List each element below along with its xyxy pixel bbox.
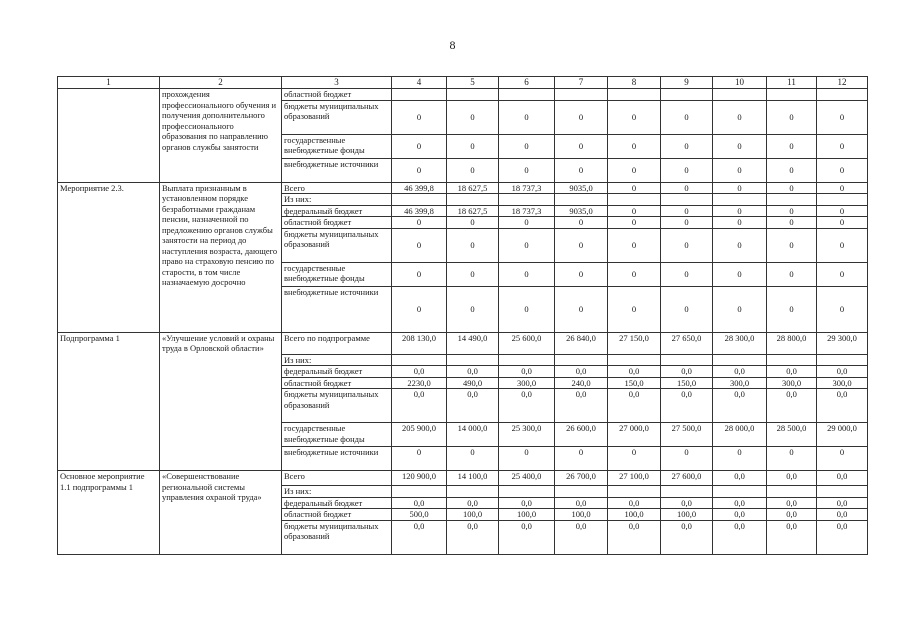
value-cell-col11: 28 500,0 [767,423,817,447]
value-cell-col10 [713,354,767,366]
program-description-cell: прохождения профессионального обучения и получения дополнительного профессионального образования по направлению органов службы занятости [160,89,282,183]
value-cell-col6: 25 600,0 [499,332,555,354]
value-cell-col11 [767,89,817,101]
value-cell-col12: 0 [817,134,868,158]
value-cell-col11 [767,194,817,206]
value-cell-col12: 0,0 [817,509,868,521]
value-cell-col12 [817,194,868,206]
value-cell-col9: 0 [661,286,713,332]
value-cell-col6: 300,0 [499,377,555,389]
value-cell-col10: 0,0 [713,520,767,554]
value-cell-col5: 0 [447,228,499,262]
value-cell-col9: 0 [661,182,713,194]
header-cell-9: 9 [661,77,713,89]
value-cell-col7: 0,0 [555,389,608,423]
header-cell-12: 12 [817,77,868,89]
funding-source-cell: внебюджетные источники [282,286,392,332]
value-cell-col8: 27 100,0 [608,471,661,486]
value-cell-col5: 0,0 [447,497,499,509]
value-cell-col7: 0 [555,447,608,471]
table-row [58,89,868,101]
value-cell-col4: 0,0 [392,520,447,554]
value-cell-col6: 25 400,0 [499,471,555,486]
value-cell-col10: 0 [713,228,767,262]
value-cell-col4: 205 900,0 [392,423,447,447]
value-cell-col6: 0 [499,262,555,286]
value-cell-col10: 0 [713,100,767,134]
value-cell-col6 [499,194,555,206]
value-cell-col8: 27 000,0 [608,423,661,447]
value-cell-col12: 0 [817,182,868,194]
funding-source-cell: федеральный бюджет [282,366,392,378]
value-cell-col11: 0 [767,158,817,182]
value-cell-col8: 100,0 [608,509,661,521]
value-cell-col7: 0,0 [555,366,608,378]
page-number: 8 [449,38,456,52]
value-cell-col6: 0,0 [499,497,555,509]
value-cell-col5: 18 627,5 [447,205,499,217]
value-cell-col6 [499,486,555,498]
program-name-cell: Подпрограмма 1 [58,332,160,471]
header-cell-6: 6 [499,77,555,89]
value-cell-col9: 27 500,0 [661,423,713,447]
value-cell-col8: 0 [608,217,661,229]
funding-source-cell: областной бюджет [282,89,392,101]
value-cell-col8: 0,0 [608,520,661,554]
funding-source-cell: федеральный бюджет [282,205,392,217]
value-cell-col6 [499,89,555,101]
value-cell-col4: 0,0 [392,389,447,423]
value-cell-col5: 0 [447,447,499,471]
value-cell-col8: 0 [608,286,661,332]
funding-source-cell: государственные внебюджетные фонды [282,262,392,286]
value-cell-col12: 0 [817,217,868,229]
value-cell-col4: 2230,0 [392,377,447,389]
value-cell-col9: 0 [661,447,713,471]
value-cell-col8: 0 [608,182,661,194]
value-cell-col5: 14 000,0 [447,423,499,447]
value-cell-col9: 0 [661,134,713,158]
value-cell-col11: 0 [767,228,817,262]
value-cell-col5: 0 [447,262,499,286]
value-cell-col10: 0 [713,182,767,194]
value-cell-col10: 300,0 [713,377,767,389]
value-cell-col8: 0 [608,447,661,471]
value-cell-col6: 0 [499,100,555,134]
value-cell-col9: 0 [661,262,713,286]
value-cell-col12 [817,354,868,366]
value-cell-col12 [817,89,868,101]
value-cell-col8: 0 [608,100,661,134]
value-cell-col5: 0 [447,217,499,229]
value-cell-col8: 150,0 [608,377,661,389]
funding-source-cell: бюджеты муниципальных образований [282,389,392,423]
value-cell-col8: 0 [608,134,661,158]
value-cell-col4: 0 [392,447,447,471]
value-cell-col7: 26 600,0 [555,423,608,447]
table-row [58,471,868,486]
value-cell-col4: 120 900,0 [392,471,447,486]
value-cell-col10: 0,0 [713,471,767,486]
funding-source-cell: областной бюджет [282,377,392,389]
header-row [58,77,868,89]
value-cell-col6: 0 [499,134,555,158]
value-cell-col7 [555,89,608,101]
value-cell-col7: 0 [555,286,608,332]
value-cell-col12: 0 [817,100,868,134]
value-cell-col8: 0,0 [608,389,661,423]
value-cell-col9: 0 [661,217,713,229]
value-cell-col12: 0 [817,262,868,286]
value-cell-col4: 0 [392,217,447,229]
value-cell-col12: 0,0 [817,366,868,378]
value-cell-col11: 0 [767,182,817,194]
value-cell-col4: 0 [392,158,447,182]
value-cell-col12: 0 [817,158,868,182]
funding-source-cell: областной бюджет [282,509,392,521]
value-cell-col11: 0,0 [767,497,817,509]
value-cell-col7: 0 [555,262,608,286]
value-cell-col7: 26 840,0 [555,332,608,354]
value-cell-col4: 46 399,8 [392,205,447,217]
budget-table [57,76,868,555]
value-cell-col12: 0,0 [817,389,868,423]
value-cell-col6: 0 [499,228,555,262]
value-cell-col6: 100,0 [499,509,555,521]
table-row [58,332,868,354]
value-cell-col7: 9035,0 [555,182,608,194]
value-cell-col7: 0 [555,158,608,182]
value-cell-col11 [767,354,817,366]
value-cell-col10: 0 [713,205,767,217]
value-cell-col4: 0,0 [392,366,447,378]
program-description-cell: «Улучшение условий и охраны труда в Орловской области» [160,332,282,471]
funding-source-cell: государственные внебюджетные фонды [282,134,392,158]
value-cell-col11: 0 [767,134,817,158]
value-cell-col7: 9035,0 [555,205,608,217]
value-cell-col9 [661,354,713,366]
value-cell-col6: 0 [499,158,555,182]
header-cell-10: 10 [713,77,767,89]
value-cell-col10: 0 [713,262,767,286]
value-cell-col7: 0 [555,217,608,229]
value-cell-col10: 0 [713,134,767,158]
value-cell-col11 [767,486,817,498]
value-cell-col5: 100,0 [447,509,499,521]
value-cell-col12: 0 [817,228,868,262]
value-cell-col8: 0 [608,205,661,217]
value-cell-col8: 0 [608,262,661,286]
value-cell-col12: 0,0 [817,471,868,486]
value-cell-col5: 0 [447,158,499,182]
value-cell-col11: 0 [767,262,817,286]
funding-source-cell: внебюджетные источники [282,447,392,471]
header-cell-8: 8 [608,77,661,89]
value-cell-col4: 0 [392,262,447,286]
value-cell-col10 [713,486,767,498]
value-cell-col11: 0,0 [767,366,817,378]
value-cell-col9: 150,0 [661,377,713,389]
value-cell-col5: 0,0 [447,366,499,378]
value-cell-col4 [392,89,447,101]
value-cell-col8: 0,0 [608,497,661,509]
funding-source-cell: бюджеты муниципальных образований [282,520,392,554]
value-cell-col7 [555,194,608,206]
value-cell-col10 [713,194,767,206]
value-cell-col10: 28 300,0 [713,332,767,354]
value-cell-col7 [555,486,608,498]
value-cell-col12: 0 [817,205,868,217]
value-cell-col9: 0 [661,158,713,182]
value-cell-col6: 0,0 [499,520,555,554]
value-cell-col9: 0 [661,228,713,262]
program-name-cell [58,89,160,183]
table-row [58,182,868,194]
header-cell-2: 2 [160,77,282,89]
value-cell-col5: 0,0 [447,520,499,554]
funding-source-cell: бюджеты муниципальных образований [282,100,392,134]
value-cell-col4: 0,0 [392,497,447,509]
value-cell-col6: 0,0 [499,366,555,378]
value-cell-col6: 0 [499,447,555,471]
value-cell-col11: 0,0 [767,520,817,554]
program-name-cell: Основное мероприятие 1.1 подпрограммы 1 [58,471,160,555]
value-cell-col12: 29 000,0 [817,423,868,447]
funding-source-cell: Всего по подпрограмме [282,332,392,354]
header-cell-5: 5 [447,77,499,89]
value-cell-col10 [713,89,767,101]
funding-source-cell: Из них: [282,194,392,206]
value-cell-col4: 0 [392,286,447,332]
value-cell-col11: 0 [767,447,817,471]
value-cell-col9: 0,0 [661,366,713,378]
value-cell-col11: 0,0 [767,509,817,521]
value-cell-col9: 27 650,0 [661,332,713,354]
value-cell-col10: 0 [713,447,767,471]
value-cell-col9 [661,194,713,206]
value-cell-col12: 0,0 [817,520,868,554]
value-cell-col10: 0,0 [713,389,767,423]
value-cell-col6: 0,0 [499,389,555,423]
header-cell-3: 3 [282,77,392,89]
value-cell-col5 [447,354,499,366]
value-cell-col10: 0 [713,158,767,182]
funding-source-cell: внебюджетные источники [282,158,392,182]
header-cell-4: 4 [392,77,447,89]
value-cell-col10: 28 000,0 [713,423,767,447]
value-cell-col7: 0,0 [555,497,608,509]
funding-source-cell: государственные внебюджетные фонды [282,423,392,447]
funding-source-cell: Из них: [282,354,392,366]
value-cell-col4: 0 [392,134,447,158]
funding-source-cell: Из них: [282,486,392,498]
value-cell-col11: 0 [767,100,817,134]
value-cell-col11: 0 [767,217,817,229]
header-cell-7: 7 [555,77,608,89]
value-cell-col8: 27 150,0 [608,332,661,354]
value-cell-col5: 18 627,5 [447,182,499,194]
value-cell-col5: 0 [447,286,499,332]
value-cell-col7: 0 [555,100,608,134]
value-cell-col12 [817,486,868,498]
value-cell-col8 [608,89,661,101]
value-cell-col5: 0 [447,100,499,134]
value-cell-col12: 0 [817,286,868,332]
value-cell-col7: 0,0 [555,520,608,554]
value-cell-col9: 0 [661,100,713,134]
value-cell-col9: 27 600,0 [661,471,713,486]
value-cell-col6 [499,354,555,366]
value-cell-col5: 490,0 [447,377,499,389]
program-description-cell: Выплата признанным в установленном порядке безработными гражданам пенсии, назначенной по предложению органов службы занятости на период до наступления возраста, дающего право на страховую пенсию по старости, в том числе назначаемую досрочно [160,182,282,332]
value-cell-col6: 0 [499,286,555,332]
value-cell-col4: 500,0 [392,509,447,521]
value-cell-col10: 0 [713,286,767,332]
value-cell-col9: 0,0 [661,497,713,509]
value-cell-col5: 14 490,0 [447,332,499,354]
value-cell-col12: 300,0 [817,377,868,389]
value-cell-col9 [661,89,713,101]
value-cell-col7: 240,0 [555,377,608,389]
value-cell-col10: 0,0 [713,497,767,509]
funding-source-cell: Всего [282,471,392,486]
value-cell-col5 [447,194,499,206]
value-cell-col7: 0 [555,228,608,262]
value-cell-col8 [608,486,661,498]
value-cell-col4: 0 [392,228,447,262]
funding-source-cell: областной бюджет [282,217,392,229]
value-cell-col7: 26 700,0 [555,471,608,486]
value-cell-col11: 0 [767,286,817,332]
value-cell-col10: 0,0 [713,509,767,521]
value-cell-col11: 300,0 [767,377,817,389]
value-cell-col11: 28 800,0 [767,332,817,354]
value-cell-col5 [447,486,499,498]
value-cell-col9 [661,486,713,498]
value-cell-col4 [392,354,447,366]
value-cell-col12: 0,0 [817,497,868,509]
value-cell-col4: 46 399,8 [392,182,447,194]
value-cell-col5 [447,89,499,101]
value-cell-col4: 0 [392,100,447,134]
value-cell-col6: 25 300,0 [499,423,555,447]
value-cell-col7: 100,0 [555,509,608,521]
value-cell-col7: 0 [555,134,608,158]
value-cell-col4: 208 130,0 [392,332,447,354]
value-cell-col8: 0 [608,158,661,182]
value-cell-col5: 14 100,0 [447,471,499,486]
value-cell-col6: 18 737,3 [499,205,555,217]
header-cell-11: 11 [767,77,817,89]
value-cell-col9: 0,0 [661,389,713,423]
value-cell-col4 [392,486,447,498]
value-cell-col10: 0,0 [713,366,767,378]
value-cell-col8 [608,194,661,206]
value-cell-col8: 0 [608,228,661,262]
value-cell-col10: 0 [713,217,767,229]
value-cell-col11: 0 [767,205,817,217]
program-name-cell: Мероприятие 2.3. [58,182,160,332]
value-cell-col11: 0,0 [767,389,817,423]
value-cell-col4 [392,194,447,206]
value-cell-col11: 0,0 [767,471,817,486]
value-cell-col7 [555,354,608,366]
value-cell-col12: 0 [817,447,868,471]
value-cell-col5: 0,0 [447,389,499,423]
value-cell-col6: 18 737,3 [499,182,555,194]
funding-source-cell: федеральный бюджет [282,497,392,509]
header-cell-1: 1 [58,77,160,89]
value-cell-col9: 100,0 [661,509,713,521]
value-cell-col8 [608,354,661,366]
program-description-cell: «Совершенствование региональной системы управления охраной труда» [160,471,282,555]
value-cell-col8: 0,0 [608,366,661,378]
value-cell-col5: 0 [447,134,499,158]
value-cell-col9: 0,0 [661,520,713,554]
value-cell-col9: 0 [661,205,713,217]
funding-source-cell: Всего [282,182,392,194]
value-cell-col6: 0 [499,217,555,229]
funding-source-cell: бюджеты муниципальных образований [282,228,392,262]
value-cell-col12: 29 300,0 [817,332,868,354]
